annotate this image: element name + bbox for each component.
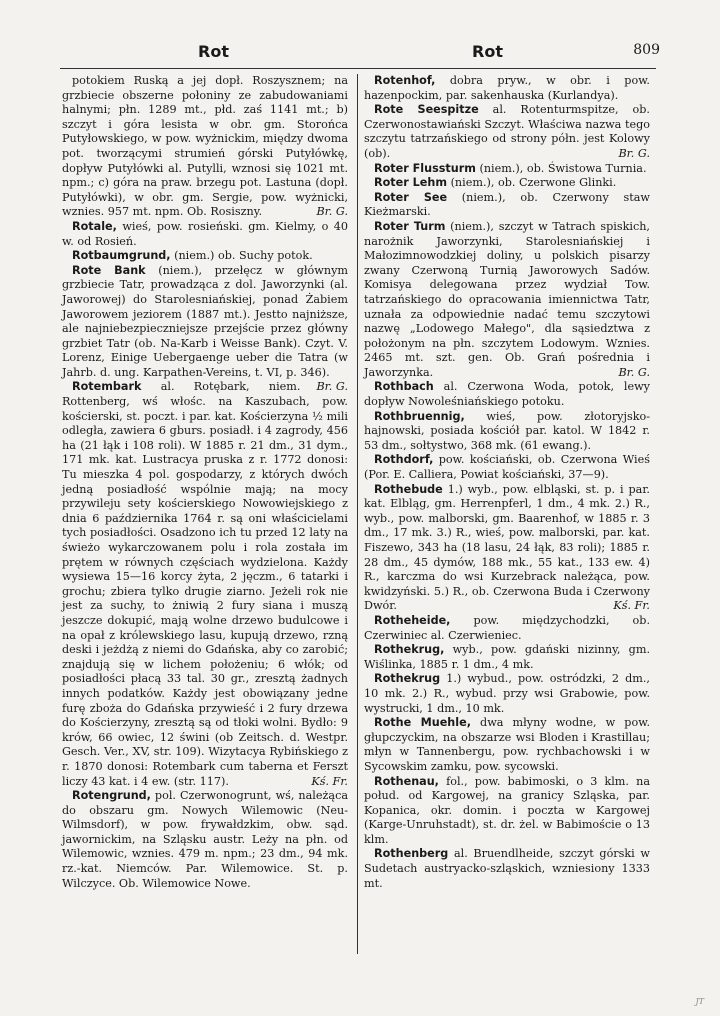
entry-text: 1.) wyb., pow. elbląski, st. p. i par. kat. Elbląg, gm. Herrenpferl, 1 dm., 4 mk. 2.) R., wyb., pow. malborski, gm. Baarenhof, w 1885 r. 3 dm., 17 mk. 3.) R., wieś, pow. malborski, par. kat. Fiszewo, 343 ha (18 lasu, 24 łąk, 83 roli); 1885 r. 28 dm., 45 dymów, 188 mk., 55 kat., 133 ew. 4) R., karczma do wsi Kurzebrack należąca, pow. kwidzyński. 5.) R., ob. Czerwona Buda i Czerwony Dwór. [364,482,650,613]
dictionary-entry [364,716,650,774]
corner-mark: JT [695,997,704,1006]
entry-headword: Roter See [374,190,448,204]
dictionary-entry [364,176,650,191]
entry-headword: Rothdorf, [374,453,434,467]
entry-headword: Roter Lehm [374,176,447,190]
entry-headword: Rothe Muehle, [374,716,471,730]
dictionary-entry [364,380,650,409]
dictionary-entry [62,789,348,891]
dictionary-entry [364,220,650,381]
entry-headword: Rotale, [72,219,117,233]
entry-headword: Rothbach [374,380,434,394]
entry-text: (niem.) ob. Suchy potok. [174,249,313,263]
dictionary-entry [364,483,650,614]
dictionary-entry [62,249,348,264]
entry-text: pow. kościański, ob. Czerwona Wieś (Por. E. Calliera, Powiat kościański, 37—9). [364,453,650,482]
dictionary-entry [364,162,650,177]
entry-text: (niem.), szczyt w Tatrach spiskich, narożnik Jaworzynki, Starolesniańskiej i Małozimnowodzkiej doliny, u polskich pisarzy zwany Czerwoną Turnią Jaworowych Sadów. Komisya delegowana przez wydział Tow. tatrzańskiego do opracowania imiennictwa Tatr, uznała za odpowiednie nadać temu szczytowi nazwę „Lodowego Małego", dla sąsiedztwa z położonym na płn. szczytem Lodowym. Wznies. 2465 mt. szt. gen. Ob. Grań pośrednia i Jaworzynka. [364,219,650,379]
entry-headword: Rothbruennig, [374,409,465,423]
entry-text: al. Czerwona Woda, potok, lewy dopływ Nowoleśniańskiego potoku. [364,380,650,409]
entry-text: (niem.), ob. Czerwone Glinki. [450,176,617,190]
entry-text: al. Rotenturmspitze, ob. Czerwonostawiański Szczyt. Właściwa nazwa tego szczytu tatrzańskiego od strony półn. jest Kolowy (ob). [364,103,650,160]
entry-text: dobra pryw., w obr. i pow. hazenpockim, par. sakenhauska (Kurlandya). [364,74,650,102]
dictionary-entry [364,453,650,482]
entry-text: dwa młyny wodne, w pow. głupczyckim, na obszarze wsi Bloden i Krastillau; młyn w Tannenbergu, pow. rychbachowski i w Sycowskim zamku, pow. sycowski. [364,716,650,773]
entry-text: wieś, pow. rosieński. gm. Kielmy, o 40 w. od Rosień. [62,219,348,248]
entry-headword: Rote Bank [72,263,146,277]
running-head-right: Rot [472,42,503,61]
entry-signature: Br. G. [316,205,348,219]
entry-headword: Rotbaumgrund, [72,249,171,263]
header-rule [60,68,656,69]
entry-headword: Rotenhof, [374,74,436,87]
entry-text: (niem.), ob. Świstowa Turnia. [479,161,647,175]
entry-text: al. Rotębark, niem. Rottenberg, wś włośc. na Kaszubach, pow. kościerski, st. poczt. i par. kat. Kościerzyna ½ mili odległa, zawiera 6 gburs. posiadł. i 4 zagrody, 456 ha (21 łąk i 108 roli). W 1885 r. 21 dm., 31 dym., 171 mk. kat. Lustracya pruska z r. 1772 donosi: Tu mieszka 4 pol. gospodarzy, z których dwóch jedną posiadłość wspólnie mają; na mocy przywileju sety kościerskiego Nowowiejskiego z dnia 6 października 1764 r. są oni właścicielami tych posiadłości. Osadzono ich tu przed 12 laty na świeżo wykarczowanem polu i rola została im prętem w równych częściach wydzielona. Każdy wysiewa 15—16 korcy żyta, 2 jęczm., 6 tatarki i grochu; zbiera tylko drugie ziarno. Jeżeli rok nie jest za suchy, to żniwią 2 fury siana i muszą jeszcze dokupić, mają wolne drzewo budulcowe i na opał z królewskiego lasu, kupują drzewo, rzną deski i jeżdżą z niemi do Gdańska, aby co zarobić; znajdują się w lichem położeniu; 6 włók; od posiadłości płacą 33 tal. 30 gr., zresztą żadnych innych podatków. Każdy jest obowiązany jedne furę zboża do Gdańska przywieść i 2 fury drzewa do Kościerzyny, zresztą są od tłoki wolni. Bydło: 9 krów, 66 owiec, 12 świni (ob Zeitsch. d. Westpr. Gesch. Ver., XV, str. 109). Wizytacya Rybińskiego z r. 1870 donosi: Rotembark cum taberna et Ferszt liczy 43 kat. i 4 ew. (str. 117). [62,380,348,788]
dictionary-entry [364,103,650,161]
entry-text: wieś, pow. złotoryjsko-hajnowski, posiada kościół par. katol. W 1842 r. 53 dm., sołtystwo, 368 mk. (61 ewang.). [364,409,651,452]
page-number: 809 [633,42,660,58]
entry-signature: Br. G. [618,146,650,160]
dictionary-entry [364,191,650,220]
right-column [364,74,650,891]
entry-text: (niem.), ob. Czerwony staw Kieżmarski. [364,190,650,219]
entry-text: 1.) wybud., pow. ostródzki, 2 dm., 10 mk. 2.) R., wybud. przy wsi Grabowie, pow. wystrucki, 1 dm., 10 mk. [364,672,650,715]
entry-text: al. Bruendlheide, szczyt górski w Sudetach austryacko-szląskich, wzniesiony 1333 mt. [364,847,650,890]
entry-text: potokiem Ruską a jej dopł. Roszysznem; na grzbiecie obszerne połoniny ze zabudowaniami halnymi; płn. 1289 mt., płd. zaś 1141 mt.; b) szczyt i góra lesista w obr. gm. Storońca Putyłowskiego, w pow. wyżnickim, między dwoma pot. tworzącymi strumień górski Putyłówkę, dopływ Putyłówki al. Putylli, wznosi się 1021 mt. npm.; c) góra na praw. brzegu pot. Lastuna (dopł. Putyłówki), w obr. gm. Sergie, pow. wyżnicki, wznies. 957 mt. npm. Ob. Rosiszny. [62,74,348,219]
left-column [62,74,348,891]
entry-headword: Rotheheide, [374,613,451,627]
entry-text: pow. międzychodzki, ob. Czerwiniec al. Czerwieniec. [364,613,650,642]
dictionary-entry [364,775,650,848]
dictionary-entry [62,380,348,789]
dictionary-entry [62,74,348,220]
entry-text: (niem.), przełęcz w głównym grzbiecie Tatr, prowadząca z dol. Jaworzynki (al. Jaworowej) do Starolesniańskiej, ponad Żabiem Jaworowem jeziorem (1887 mt.). Jestto najniższe, ale najniebezpieczniejsze przejście przez główny grzbiet Tatr (ob. Na-Karb i Weisse Bank). Czyt. V. Lorenz, Einige Uebergaenge ueber die Tatra (w Jahrb. d. ung. Karpathen-Vereins, t. VI, p. 346). [62,263,348,379]
entry-headword: Rotengrund, [72,789,151,803]
entry-signature: Br. G. [316,380,348,394]
dictionary-entry [364,643,650,672]
dictionary-entry [364,614,650,643]
entry-headword: Rotembark [72,380,142,394]
entry-text: fol., pow. babimoski, o 3 klm. na połud. od Kargowej, na granicy Szląska, par. Kopanica, okr. domin. i poczta w Kargowej (Karge-Unruhstadt), st. dr. żel. w Babimoście o 13 klm. [364,774,650,846]
entry-signature: Kś. Fr. [311,774,348,788]
entry-text: pol. Czerwonogrunt, wś, należąca do obszaru gm. Nowych Wilemowic (Neu-Wilmsdorf), w pow. frywałdzkim, obw. sąd. jawornickim, na Szląsku austr. Leży na płn. od Wilemowic, wznies. 479 m. npm.; 23 dm., 94 mk. rz.-kat. Niemców. Par. Wilemowice. St. p. Wilczyce. Ob. Wilemowice Nowe. [62,789,349,890]
column-divider [357,74,358,954]
dictionary-entry [364,672,650,716]
dictionary-entry [364,410,650,454]
entry-headword: Rothekrug [374,672,441,686]
entry-headword: Rothenau, [374,774,439,788]
entry-headword: Rote Seespitze [374,103,479,117]
running-head-left: Rot [198,42,229,61]
entry-headword: Roter Turm [374,219,446,233]
entry-signature: Kś. Fr. [613,599,650,613]
entry-headword: Rothebude [374,482,443,496]
dictionary-entry [62,220,348,249]
dictionary-entry [364,74,650,103]
entry-signature: Br. G. [618,365,650,379]
entry-text: wyb., pow. gdański nizinny, gm. Wiślinka, 1885 r. 1 dm., 4 mk. [364,643,650,671]
page-header [60,42,660,66]
entry-headword: Roter Flussturm [374,161,476,175]
entry-headword: Rothenberg [374,847,449,861]
dictionary-entry [364,847,650,891]
entry-headword: Rothekrug, [374,643,445,657]
